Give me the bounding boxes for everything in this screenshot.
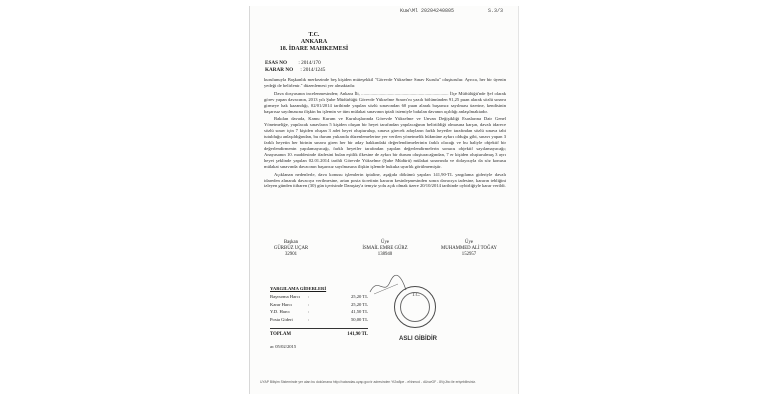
body-paragraph: Bakılan davada, Kamu Kurum ve Kuruluşlarında Görevde Yükselme ve Unvan Değişikliği Esaslarına Dair Genel Yönetmeliğe, yapılacak sınavların 5 kişiden oluşan bir heyet tarafından yapılacağının belirtildiği olmasına karşın, davalı idarece sözlü sınav için 7 kişiden oluşan 3 adet heyet oluşturulup, sınava girecek adayların farklı heyetler tarafından sözlü sınava tabi tutulduğu anlaşıldığından, bu durum yukarıda düzenlemelerine yer verilen yönetmelik hükmüne aykırı olduğu gibi, sınavı yapan 3 farklı heyetin her birinin sınava giren her bir aday hakkındaki değerlendirmelerinin farklı olacağı ve bu haliyle objektif bir değerlendirmenin yapılamayacağı, farklı heyetler tarafından yapılan değerlendirmelerin sonucu objektif sayılamayacağı; Anayasanın 10. maddesinde ifadesini bulan eşitlik ilkesine de aykırı bir durum oluşturacağından, 7 er kişiden oluşturulmuş 3 ayrı heyet şeklinde yapılan 02.01.2014 tarihli Görevde Yükselme (Şube Müdürü) mülakat sınavında ve dolayısıyla da söz konusu mülakat sınavında davacının başarısız sayılmasına ilişkin işlemde hukuka uyarlık görülmemiştir. xyxy=(264,116,506,169)
cost-colon: : xyxy=(308,294,310,299)
cost-colon: : xyxy=(308,301,310,307)
date-note: ac 05/02/2015 xyxy=(270,344,297,349)
costs-title: YARGILAMA GİDERLERİ xyxy=(270,286,327,291)
esas-no xyxy=(265,60,321,66)
cost-name: Y.D. Harcı xyxy=(270,309,290,315)
signer-member-2 xyxy=(430,240,508,258)
body-paragraph: kurulunuyla Başkanlık merkezinde beş kişiden müteşekkil "Görevde Yükselme Sınav Kurulu" oluşturulur. Ayrıca, her bir üyenin yedeği de belirlenir." düzenlemesi yer almaktadır. xyxy=(264,77,506,88)
cost-row xyxy=(270,302,390,310)
karar-no-label: KARAR NO xyxy=(265,67,294,73)
costs-divider xyxy=(270,328,368,329)
cost-row xyxy=(270,317,390,325)
cost-name: Posta Gideri xyxy=(270,316,293,322)
stamp-true-copy-text: ASLI GİBİDİR xyxy=(398,336,437,342)
body-paragraph: Açıklanan nedenlerle, dava konusu işlemlerin iptaline, aşağıda dökümü yapılan 141,90-TL yargılama gideriyle davalı idareden alınarak davacıya verilmesine, artan posta ücretinin kararın kesinleşmesinden sonra davacıya iadesine, kararın tebliğini izleyen günden itibaren (30) gün içerisinde Danıştay'a temyiz yolu açık olmak üzere 20/10/2014 tarihinde oybirliğiyle karar verildi. xyxy=(264,171,506,189)
signer-role: Üye xyxy=(465,240,473,245)
signer-member-1 xyxy=(346,240,424,258)
heading-court-name: 18. İDARE MAHKEMESİ xyxy=(279,46,349,52)
signer-name: İSMAİL EMRE GÜRZ xyxy=(362,246,408,251)
fax-header xyxy=(250,7,518,16)
signer-president xyxy=(252,240,330,258)
total-label: TOPLAM xyxy=(270,332,291,337)
signers-block xyxy=(250,240,518,274)
total-amount: 141,90 TL xyxy=(347,332,368,337)
fax-header-page: S.3/3 xyxy=(488,8,504,14)
cost-amount: 50,00 TL xyxy=(350,316,368,322)
esas-no-label: ESAS NO xyxy=(265,60,288,66)
esas-no-value: : 2014/170 xyxy=(298,60,321,66)
signer-number: 138940 xyxy=(377,252,393,257)
signer-number: 32901 xyxy=(285,252,297,257)
cost-name: Başvurma Harcı xyxy=(270,294,300,299)
cost-amount: 25,20 TL xyxy=(350,301,368,307)
cost-colon: : xyxy=(308,309,310,315)
fax-header-number: Kuw\Ml 20204240805 xyxy=(400,8,455,14)
uyap-footer-note: UYAP Bilişim Sisteminde yer alan bu dokümana http://vatandas.uyap.gov.tr adresinden Yt2w8pe - eNnmcd - dUvwGF - 8VyJbo ile erişebilirsiniz. xyxy=(260,380,476,384)
signer-role: Üye xyxy=(381,240,389,245)
signer-name: GÜRBÜZ UÇAR xyxy=(273,246,309,251)
cost-row xyxy=(270,309,390,317)
stamp-tc-text: T.C. xyxy=(411,293,421,298)
court-document-page xyxy=(250,6,518,394)
cost-amount: 41,50 TL xyxy=(350,309,368,315)
costs-table xyxy=(270,286,390,324)
signer-number: 152957 xyxy=(461,252,477,257)
cost-colon: : xyxy=(308,316,310,322)
signer-role: Başkan xyxy=(283,240,299,245)
karar-no xyxy=(265,67,325,73)
body-paragraph: Dava dosyasının incelenmesinden; Ankara İli, ............................................................................ İlçe Müftülüğü'nde Şef olarak görev yapan davacının, 2013 yılı Şube Müdürlüğü Görevde Yükselme Sınavı'nı yazılı bölümünden 91,25 puan alarak sözlü sınava girmeye hak kazandığı, 02/01/2014 tarihinde yapılan sözlü sınavından 60 puan alarak başarısız sayılması üzerine, kendisinin başarısız sayılmasına ilişkin bu işlemin ve tüm mülakat sınavının iptali istemiyle bakılan davanın açıldığı anlaşılmaktadır. xyxy=(264,90,506,114)
decision-body xyxy=(264,77,506,191)
cost-amount: 25,20 TL xyxy=(350,294,368,299)
costs-total xyxy=(270,332,390,337)
signer-name: MUHAMMED ALİ TOĞAY xyxy=(441,246,497,251)
heading-tc: T.C. xyxy=(308,32,320,38)
cost-row xyxy=(270,294,390,302)
cost-name: Karar Harcı xyxy=(270,301,292,307)
karar-no-value: : 2014/1245 xyxy=(300,67,326,73)
heading-city: ANKARA xyxy=(300,39,328,45)
